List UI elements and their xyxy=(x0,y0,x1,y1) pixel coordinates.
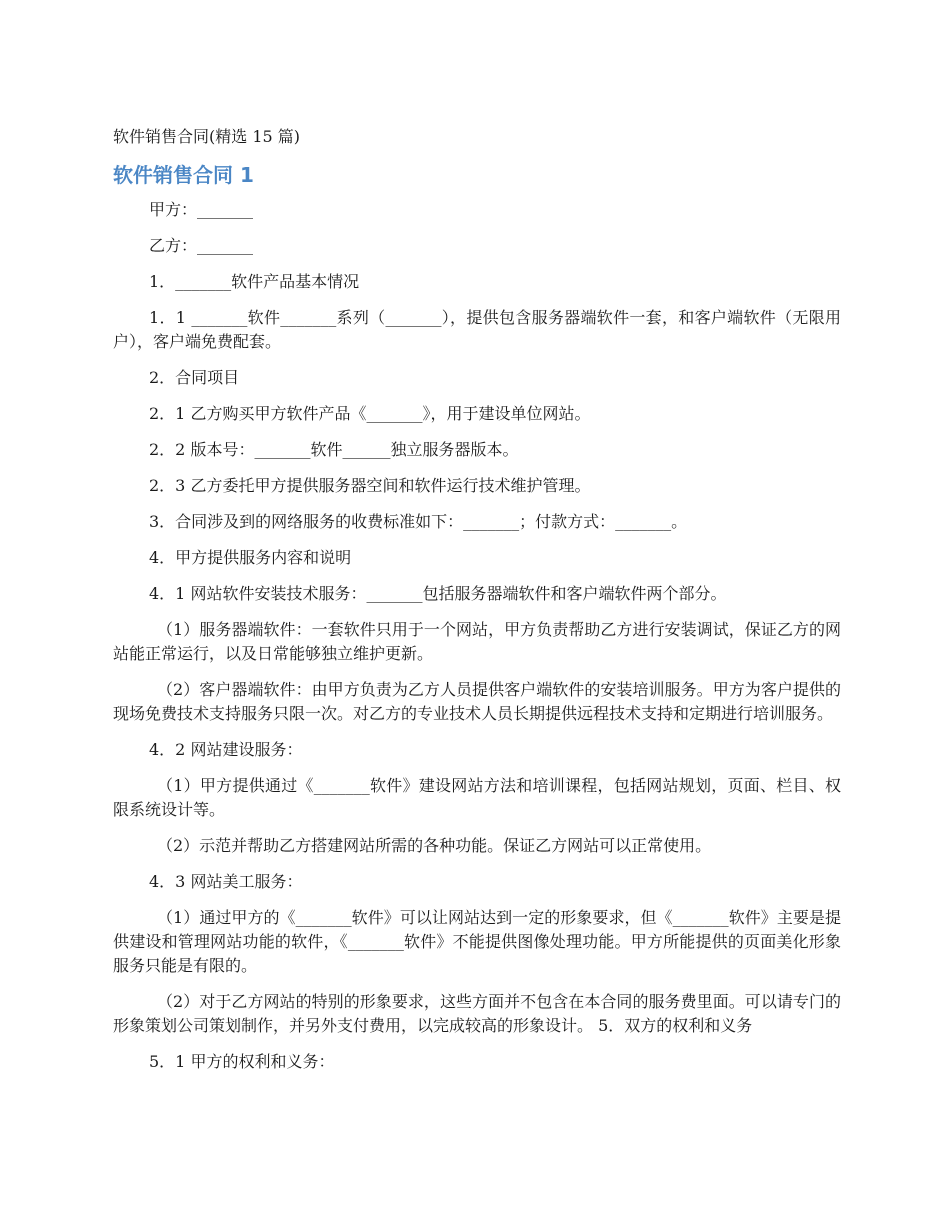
clause-4-1-item-2: （2）客户器端软件：由甲方负责为乙方人员提供客户端软件的安装培训服务。甲方为客户提供的现场免费技术支持服务只限一次。对乙方的专业技术人员长期提供远程技术支持和定期进行培训服务。 xyxy=(113,680,841,723)
clause-2-2: 2．2 版本号：_______软件______独立服务器版本。 xyxy=(149,440,519,459)
document-title: 软件销售合同(精选 15 篇) xyxy=(113,127,301,146)
clause-4-2-item-1: （1）甲方提供通过《_______软件》建设网站方法和培训课程，包括网站规划，页面、栏目、权限系统设计等。 xyxy=(113,776,841,819)
clause-1-1: 1．1 _______软件_______系列（_______），提供包含服务器端软件一套，和客户端软件（无限用户），客户端免费配套。 xyxy=(113,308,841,351)
party-b-line: 乙方：_______ xyxy=(149,236,254,255)
clause-4-1-item-1: （1）服务器端软件：一套软件只用于一个网站，甲方负责帮助乙方进行安装调试，保证乙方的网站能正常运行，以及日常能够独立维护更新。 xyxy=(113,620,841,663)
clause-2-heading: 2．合同项目 xyxy=(149,368,240,387)
clause-2-3: 2．3 乙方委托甲方提供服务器空间和软件运行技术维护管理。 xyxy=(149,476,591,495)
clause-5-1: 5．1 甲方的权利和义务： xyxy=(149,1052,335,1071)
party-a-line: 甲方：_______ xyxy=(149,200,254,219)
clause-4-heading: 4．甲方提供服务内容和说明 xyxy=(149,548,352,567)
clause-3: 3．合同涉及到的网络服务的收费标准如下：_______；付款方式：_______。 xyxy=(149,512,688,531)
document-page xyxy=(113,124,841,1086)
clause-1-heading: 1．_______软件产品基本情况 xyxy=(149,272,360,291)
clause-4-3: 4．3 网站美工服务： xyxy=(149,872,303,891)
section-heading: 软件销售合同 1 xyxy=(113,163,254,187)
clause-4-1: 4．1 网站软件安装技术服务：_______包括服务器端软件和客户端软件两个部分。 xyxy=(149,584,727,603)
clause-4-2-item-2: （2）示范并帮助乙方搭建网站所需的各种功能。保证乙方网站可以正常使用。 xyxy=(157,836,712,855)
clause-4-3-item-1: （1）通过甲方的《_______软件》可以让网站达到一定的形象要求，但《_______软件》主要是提供建设和管理网站功能的软件，《_______软件》不能提供图像处理功能。甲方所能提供的页面美化形象服务只能是有限的。 xyxy=(113,908,841,975)
clause-2-1: 2．1 乙方购买甲方软件产品《_______》，用于建设单位网站。 xyxy=(149,404,591,423)
clause-4-3-item-2: （2）对于乙方网站的特别的形象要求，这些方面并不包含在本合同的服务费里面。可以请专门的形象策划公司策划制作，并另外支付费用，以完成较高的形象设计。 5．双方的权利和义务 xyxy=(113,992,841,1035)
clause-4-2: 4．2 网站建设服务： xyxy=(149,740,303,759)
